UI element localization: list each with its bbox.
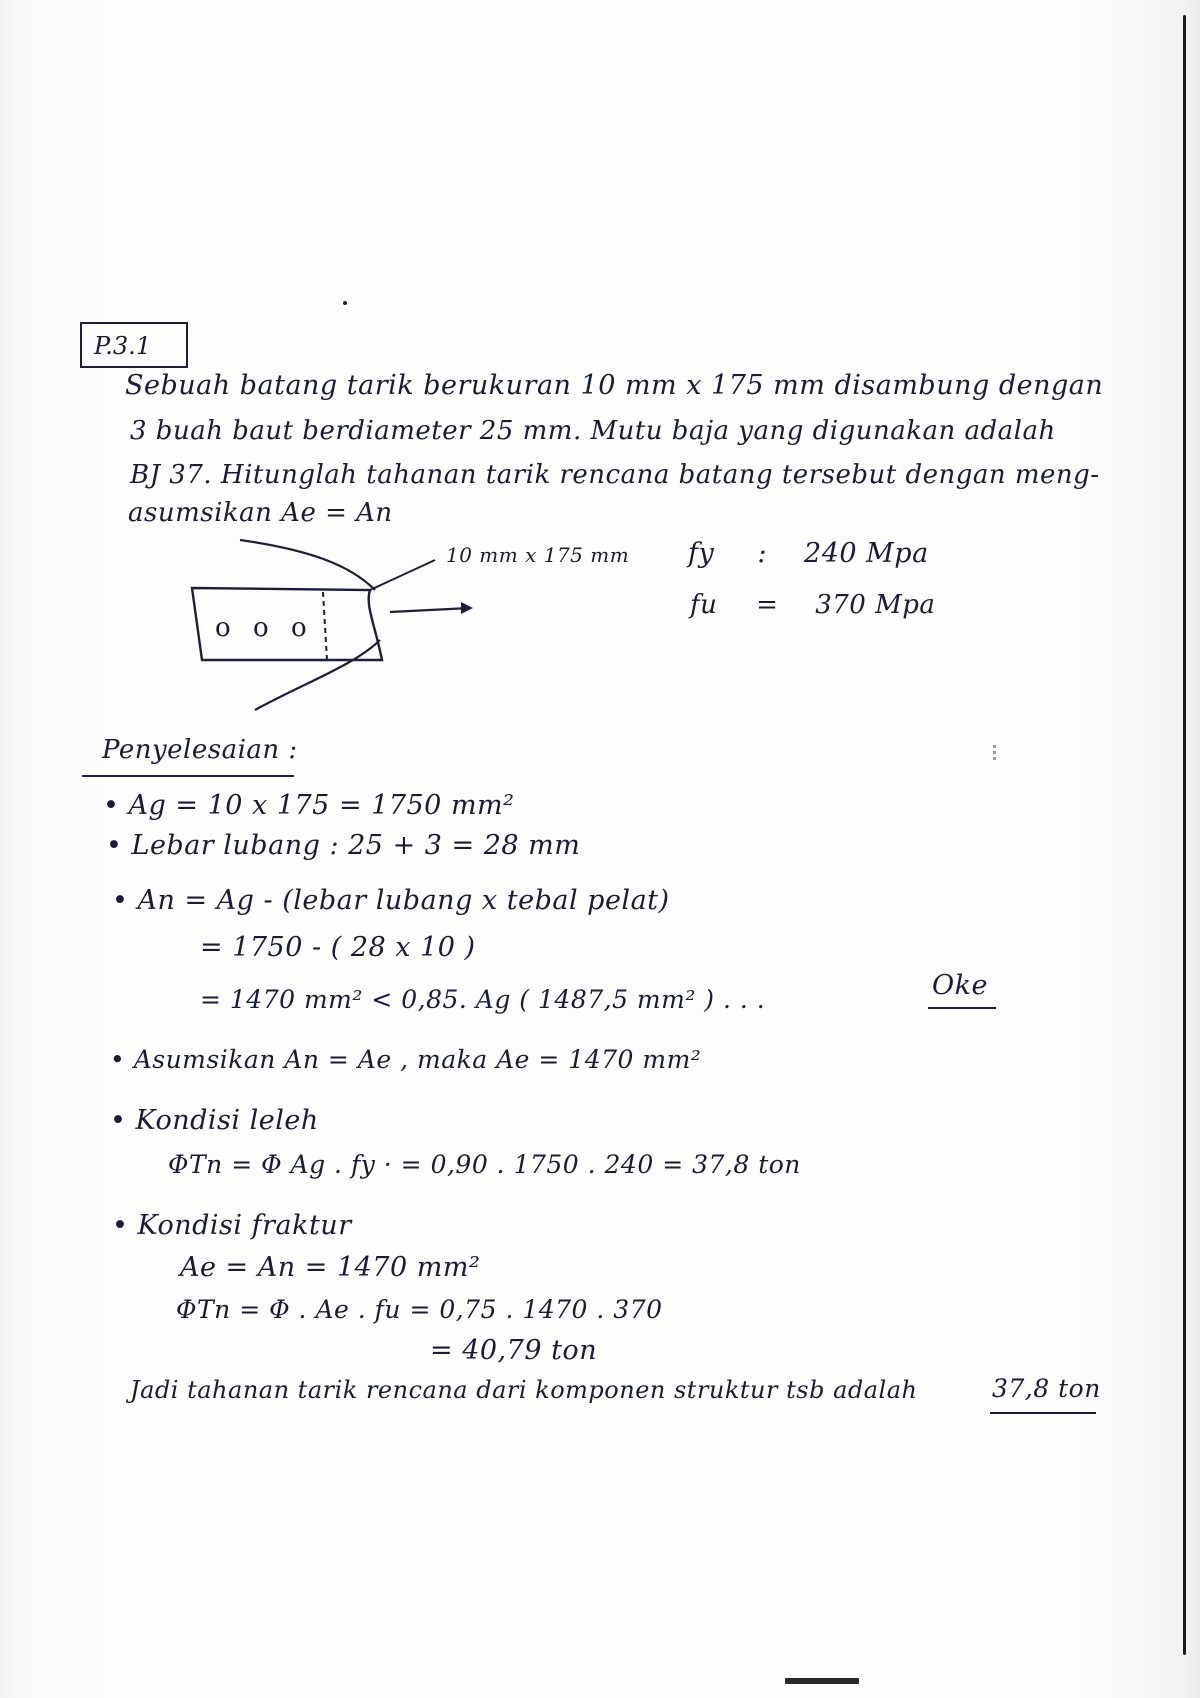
solution-line-yield-calc: ΦTn = Φ Ag . fy · = 0,90 . 1750 . 240 = 37,8 ton: [168, 1150, 801, 1179]
ink-dot: [343, 301, 347, 305]
section-line: [323, 592, 327, 660]
conclusion-text: Jadi tahanan tarik rencana dari komponen struktur tsb adalah: [130, 1376, 918, 1404]
heading-underline: [82, 775, 294, 777]
solution-heading: Penyelesaian :: [102, 735, 298, 765]
fy-row: [688, 538, 929, 569]
fu-symbol: fu: [690, 590, 718, 620]
force-arrow-shaft: [390, 608, 470, 612]
dimension-leader: [370, 560, 435, 590]
margin-mark: [993, 745, 996, 761]
solution-line-ae: Ae = An = 1470 mm²: [180, 1252, 481, 1283]
solution-line-fracture-calc: ΦTn = Φ . Ae . fu = 0,75 . 1470 . 370: [176, 1295, 663, 1324]
fy-symbol: fy: [688, 538, 715, 569]
force-arrow-head: [461, 602, 473, 614]
bolt-hole-2: o: [253, 613, 269, 643]
ok-underline: [928, 1007, 996, 1009]
fu-eq: =: [756, 590, 779, 620]
solution-line-an-sub: = 1750 - ( 28 x 10 ): [200, 932, 476, 963]
fy-value: 240 Mpa: [804, 538, 929, 569]
leader-upper: [240, 540, 375, 590]
solution-line-lebar: • Lebar lubang : 25 + 3 = 28 mm: [106, 830, 581, 861]
solution-line-an-result: = 1470 mm² < 0,85. Ag ( 1487,5 mm² ) . . .: [200, 985, 766, 1014]
leader-lower: [255, 640, 380, 710]
answer-underline: [990, 1412, 1096, 1414]
footer-mark: [785, 1678, 859, 1684]
ok-label: Oke: [932, 970, 988, 1001]
problem-line-2: 3 buah baut berdiameter 25 mm. Mutu baja yang digunakan adalah: [130, 416, 1056, 446]
final-answer: 37,8 ton: [992, 1374, 1101, 1403]
dimension-label: 10 mm x 175 mm: [446, 543, 630, 567]
problem-line-4: asumsikan Ae = An: [128, 498, 393, 528]
solution-line-assume: • Asumsikan An = Ae , maka Ae = 1470 mm²: [110, 1045, 702, 1074]
solution-line-ag: • Ag = 10 x 175 = 1750 mm²: [103, 790, 515, 821]
fu-value: 370 Mpa: [815, 590, 936, 620]
problem-line-1: Sebuah batang tarik berukuran 10 mm x 175 mm disambung dengan: [125, 370, 1104, 401]
solution-line-fracture-title: • Kondisi fraktur: [112, 1210, 352, 1241]
solution-line-an: • An = Ag - (lebar lubang x tebal pelat): [112, 885, 670, 916]
solution-line-fracture-result: = 40,79 ton: [430, 1335, 598, 1366]
problem-number-box: [80, 322, 188, 368]
bolt-hole-1: o: [215, 613, 231, 643]
fu-row: [690, 590, 935, 620]
problem-line-3: BJ 37. Hitunglah tahanan tarik rencana batang tersebut dengan meng-: [130, 460, 1100, 490]
solution-line-yield-title: • Kondisi leleh: [110, 1105, 319, 1136]
fy-eq: :: [757, 538, 767, 569]
problem-number: P.3.1: [94, 332, 152, 360]
page-edge-line: [1183, 15, 1186, 1655]
bolt-hole-3: o: [291, 613, 307, 643]
